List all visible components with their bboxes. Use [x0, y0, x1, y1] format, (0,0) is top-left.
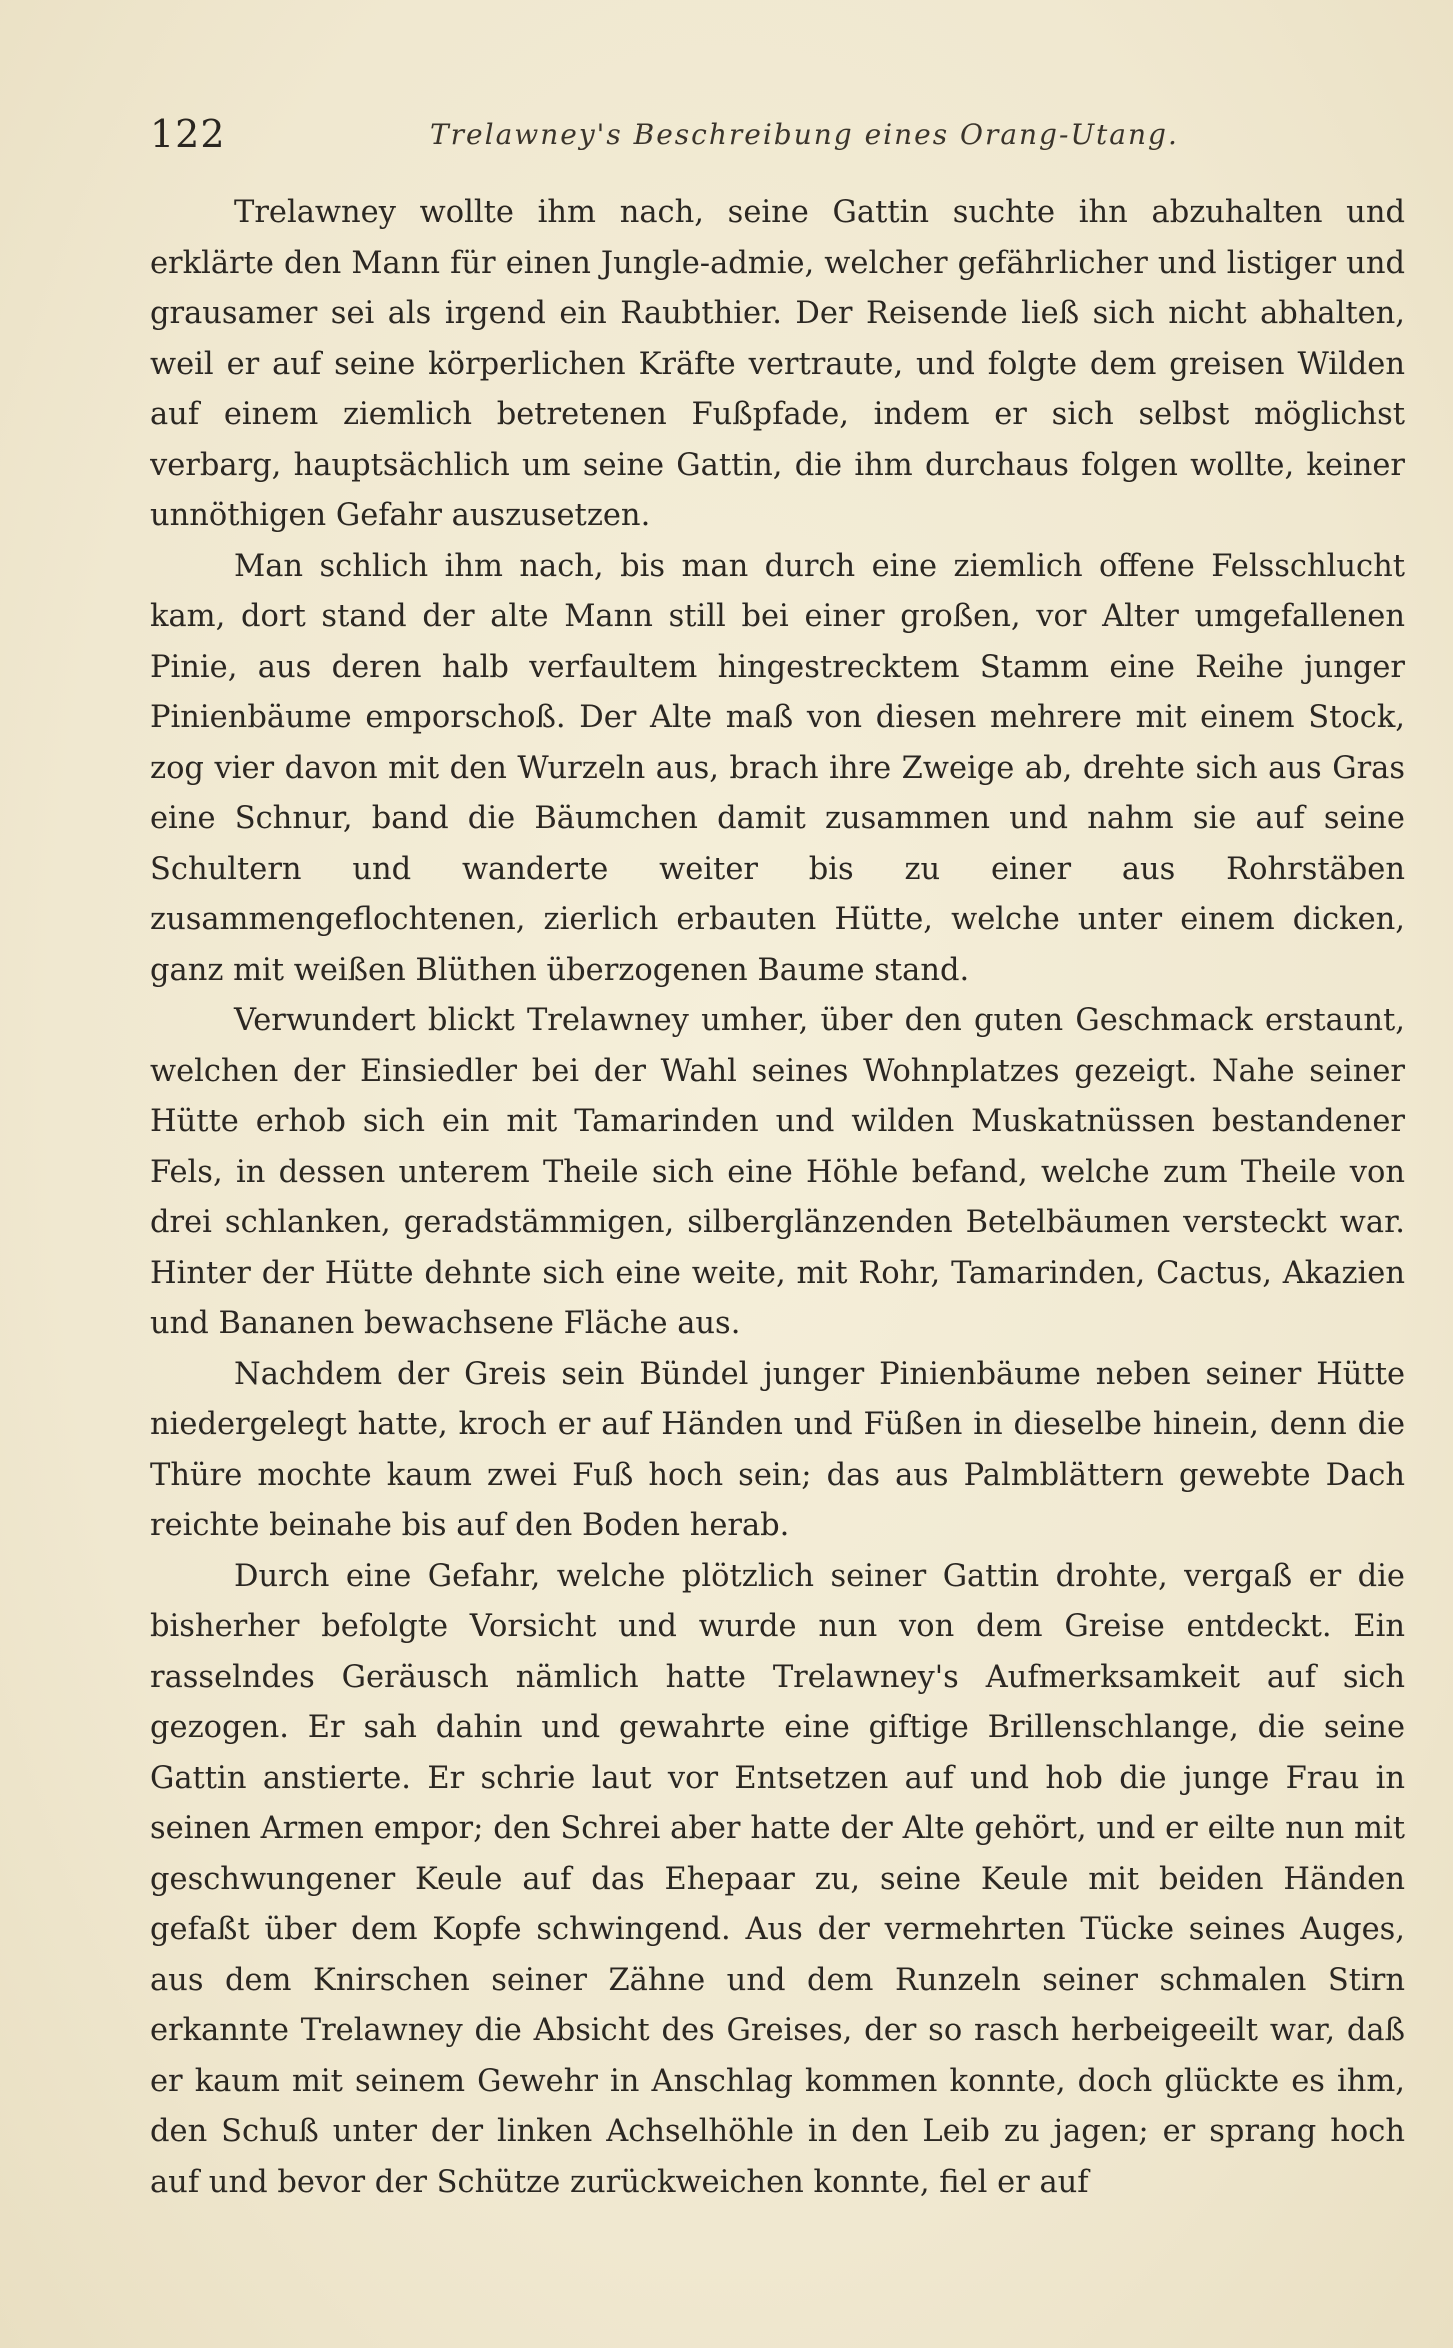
page-number: 122 — [150, 112, 226, 156]
page-header — [150, 112, 1400, 168]
body-text — [150, 188, 1405, 2218]
paragraph: Nachdem der Greis sein Bündel junger Pinienbäume neben seiner Hütte niedergelegt hatte, kroch er auf Händen und Füßen in dieselbe hinein, denn die Thüre mochte kaum zwei Fuß hoch sein; das aus Palmblättern gewebte Dach reichte beinahe bis auf den Boden herab. — [150, 1356, 1405, 1543]
paragraph: Trelawney wollte ihm nach, seine Gattin suchte ihn abzuhalten und erklärte den Mann für einen Jungle-admie, welcher gefährlicher und listiger und grausamer sei als irgend ein Raubthier. Der Reisende ließ sich nicht abhalten, weil er auf seine körperlichen Kräfte vertraute, und folgte dem greisen Wilden auf einem ziemlich betretenen Fußpfade, indem er sich selbst möglichst verbarg, hauptsächlich um seine Gattin, die ihm durchaus folgen wollte, keiner unnöthigen Gefahr auszusetzen. — [150, 195, 1405, 533]
paragraph: Durch eine Gefahr, welche plötzlich seiner Gattin drohte, vergaß er die bisherher befolgte Vorsicht und wurde nun von dem Greise entdeckt. Ein rasselndes Geräusch nämlich hatte Trelawney's Aufmerksamkeit auf sich gezogen. Er sah dahin und gewahrte eine giftige Brillenschlange, die seine Gattin anstierte. Er schrie laut vor Entsetzen auf und hob die junge Frau in seinen Armen empor; den Schrei aber hatte der Alte gehört, und er eilte nun mit geschwungener Keule auf das Ehepaar zu, seine Keule mit beiden Händen gefaßt über dem Kopfe schwingend. Aus der vermehrten Tücke seines Auges, aus dem Knirschen seiner Zähne und dem Runzeln seiner schmalen Stirn erkannte Trelawney die Absicht des Greises, der so rasch herbeigeeilt war, daß er kaum mit seinem Gewehr in Anschlag kommen konnte, doch glückte es ihm, den Schuß unter der linken Achselhöhle in den Leib zu jagen; er sprang hoch auf und bevor der Schütze zurückweichen konnte, fiel er auf — [150, 1558, 1405, 2200]
paragraph: Verwundert blickt Trelawney umher, über den guten Geschmack erstaunt, welchen der Einsiedler bei der Wahl seines Wohnplatzes gezeigt. Nahe seiner Hütte erhob sich ein mit Tamarinden und wilden Muskatnüssen bestandener Fels, in dessen unterem Theile sich eine Höhle befand, welche zum Theile von drei schlanken, geradstämmigen, silberglänzenden Betelbäumen versteckt war. Hinter der Hütte dehnte sich eine weite, mit Rohr, Tamarinden, Cactus, Akazien und Bananen bewachsene Fläche aus. — [150, 1003, 1405, 1341]
paragraph: Man schlich ihm nach, bis man durch eine ziemlich offene Felsschlucht kam, dort stand der alte Mann still bei einer großen, vor Alter umgefallenen Pinie, aus deren halb verfaultem hingestrecktem Stamm eine Reihe junger Pinienbäume emporschoß. Der Alte maß von diesen mehrere mit einem Stock, zog vier davon mit den Wurzeln aus, brach ihre Zweige ab, drehte sich aus Gras eine Schnur, band die Bäumchen damit zusammen und nahm sie auf seine Schultern und wanderte weiter bis zu einer aus Rohrstäben zusammengeflochtenen, zierlich erbauten Hütte, welche unter einem dicken, ganz mit weißen Blüthen überzogenen Baume stand. — [150, 548, 1405, 988]
running-title: Trelawney's Beschreibung eines Orang-Utang. — [430, 118, 1179, 151]
